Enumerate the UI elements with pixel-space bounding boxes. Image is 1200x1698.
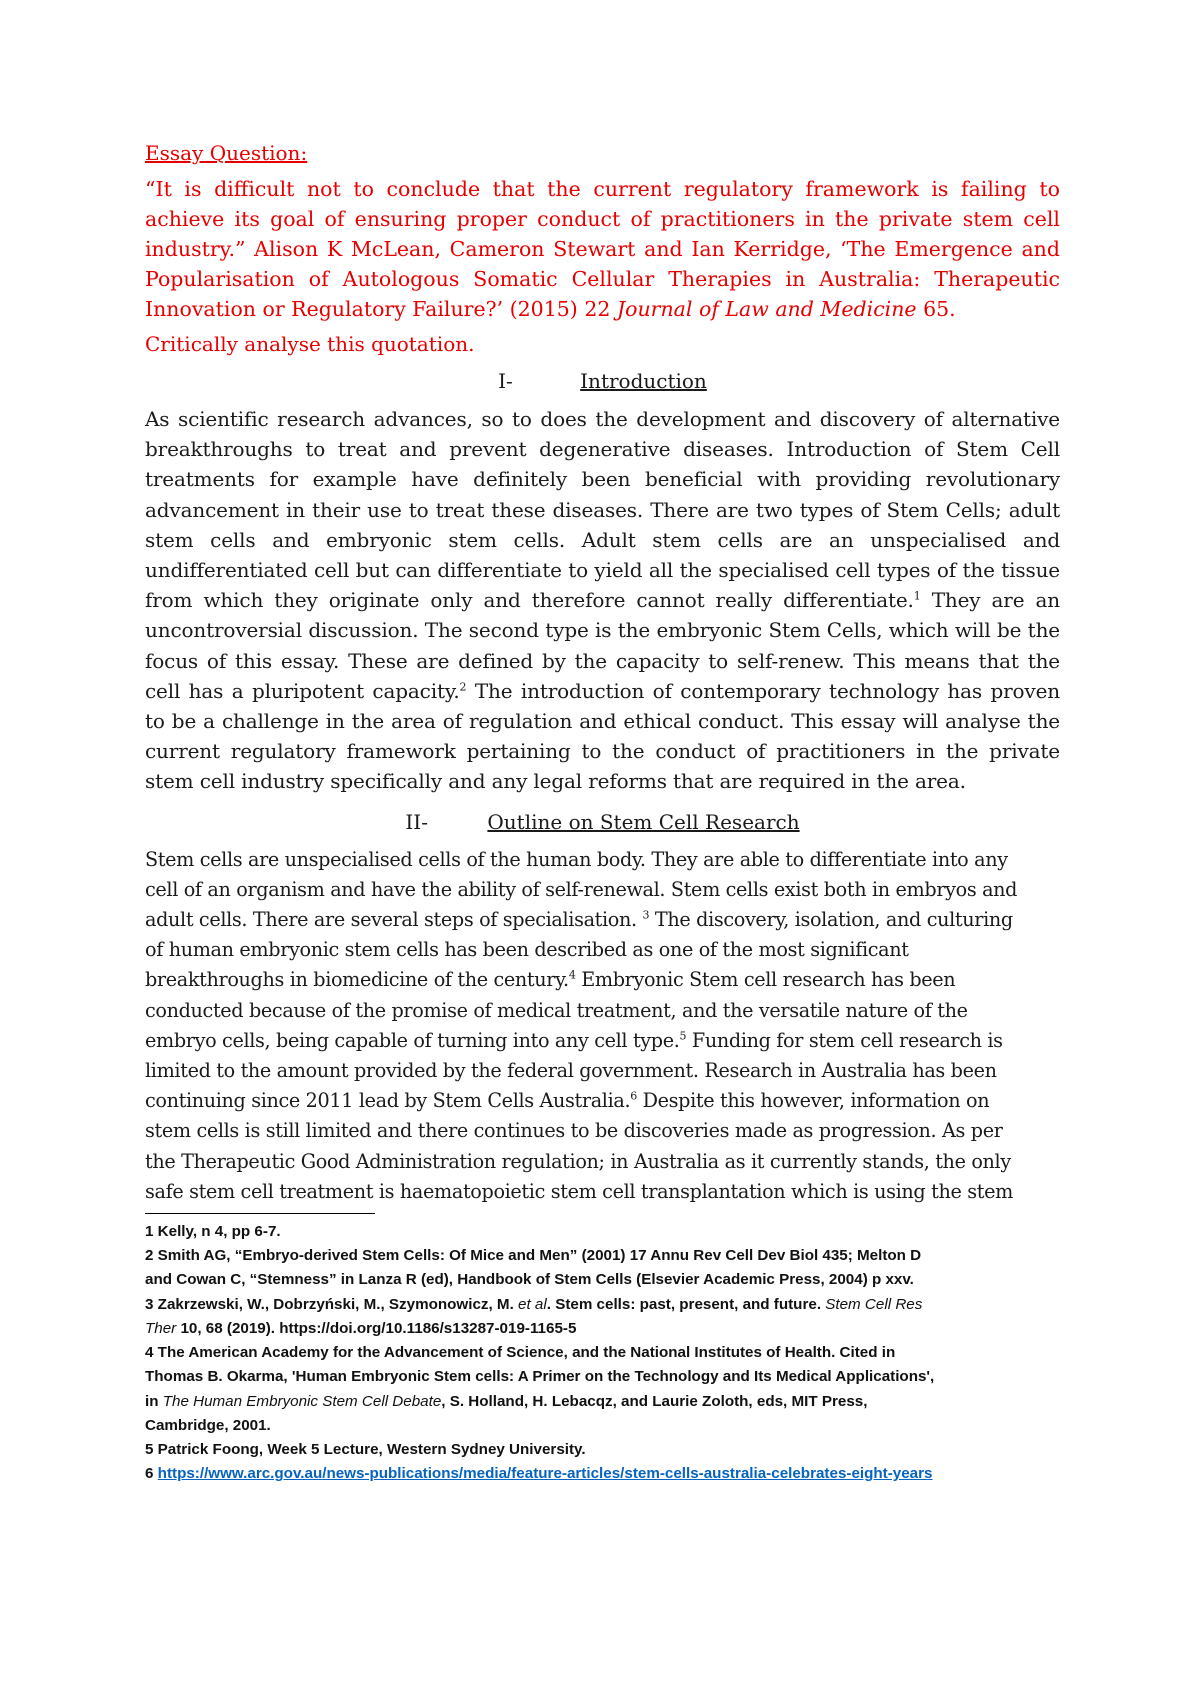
footnote-5: 5 Patrick Foong, Week 5 Lecture, Western Sydney University. bbox=[145, 1440, 586, 1458]
outline-paragraph: Stem cells are unspecialised cells of the human body. They are able to differentiate into any cell of an organism and have the ability of self-renewal. Stem cells exist both in embryos and adult cells. There are several steps of specialisation. $^3$ The discovery, isolation, and culturing of human embryonic stem cells has been described as one of the most significant breakthroughs in biomedicine of the century.$^4$ Embryonic Stem cell research has been conducted because of the promise of medical treatment, and the versatile nature of the embryo cells, being capable of turning into any cell type.$^5$ Funding for stem cell research is limited to the amount provided by the federal government. Research in Australia has been continuing since 2011 lead by Stem Cells Australia.$^6$ Despite this however, information on stem cells is still limited and there continues to be discoveries made as progression. As per the Therapeutic Good Administration regulation; in Australia as it currently stands, the only safe stem cell treatment is haematopoietic stem cell transplantation which is using the stem bbox=[145, 847, 1018, 1203]
document-page bbox=[145, 140, 1060, 1486]
footnote-ref[interactable]: 1 bbox=[913, 589, 921, 603]
footnote-4-cont: in The Human Embryonic Stem Cell Debate, S. Holland, H. Lebacqz, and Laurie Zoloth, eds, MIT Press, bbox=[145, 1392, 868, 1410]
footnote-4: 4 The American Academy for the Advancement of Science, and the National Institutes of Health. Cited in bbox=[145, 1344, 896, 1362]
footnote-1: 1 Kelly, n 4, pp 6-7. bbox=[145, 1223, 281, 1241]
section-title: Introduction bbox=[580, 369, 707, 393]
footnote-3: 3 Zakrzewski, W., Dobrzyński, M., Szymonowicz, M. et al. Stem cells: past, present, and future. Stem Cell Res bbox=[145, 1295, 923, 1313]
footnote-ref[interactable]: 5 bbox=[679, 1029, 687, 1043]
section-number: II- bbox=[405, 809, 428, 834]
footnote-ref[interactable]: 2 bbox=[459, 680, 467, 694]
footnote-4-cont: Thomas B. Okarma, 'Human Embryonic Stem cells: A Primer on the Technology and Its Medical Applications', bbox=[145, 1368, 935, 1386]
essay-quote: “It is difficult not to conclude that the current regulatory framework is failing to achieve its goal of ensuring proper conduct of practitioners in the private stem cell industry.” Alison K McLean, Cameron Stewart and Ian Kerridge, ‘The Emergence and Popularisation of Autologous Somatic Cellular Therapies in Australia: Therapeutic Innovation or Regulatory Failure?’ (2015) 22 Journal of Law and Medicine 65. bbox=[145, 177, 1060, 321]
footnote-6-link[interactable]: https://www.arc.gov.au/news-publications/media/feature-articles/stem-cells-australia-celebrates-eight-years bbox=[157, 1465, 933, 1483]
footnotes bbox=[145, 1220, 1060, 1486]
footnote-separator bbox=[145, 1213, 375, 1214]
footnote-ref[interactable]: 6 bbox=[630, 1089, 637, 1103]
footnote-ref[interactable]: 3 bbox=[642, 908, 650, 922]
footnote-6: 6 https://www.arc.gov.au/news-publications/media/feature-articles/stem-cells-australia-celebrates-eight-years bbox=[145, 1465, 933, 1483]
footnote-ref[interactable]: 4 bbox=[568, 969, 576, 983]
footnote-4-cont: Cambridge, 2001. bbox=[145, 1416, 271, 1434]
footnote-3-cont: Ther 10, 68 (2019). https://doi.org/10.1186/s13287-019-1165-5 bbox=[145, 1319, 577, 1337]
journal-title: Journal of Law and Medicine bbox=[616, 297, 917, 321]
section-heading-introduction bbox=[145, 366, 1060, 396]
essay-instruction: Critically analyse this quotation. bbox=[145, 332, 475, 356]
section-title: Outline on Stem Cell Research bbox=[487, 809, 800, 834]
footnote-2-cont: and Cowan C, “Stemness” in Lanza R (ed), Handbook of Stem Cells (Elsevier Academic Press, 2004) p xxv. bbox=[145, 1271, 914, 1289]
section-number: I- bbox=[498, 369, 513, 393]
section-heading-outline bbox=[145, 807, 1060, 837]
footnote-2: 2 Smith AG, “Embryo-derived Stem Cells: Of Mice and Men” (2001) 17 Annu Rev Cell Dev Biol 435; Melton D bbox=[145, 1247, 922, 1265]
introduction-paragraph: As scientific research advances, so to does the development and discovery of alternative breakthroughs to treat and prevent degenerative diseases. Introduction of Stem Cell treatments for example have definitely been beneficial with providing revolutionary advancement in their use to treat these diseases. There are two types of Stem Cells; adult stem cells and embryonic stem cells. Adult stem cells are an unspecialised and undifferentiated cell but can differentiate to yield all the specialised cell types of the tissue from which they originate only and therefore cannot really differentiate.$^1$ They are an uncontroversial discussion. The second type is the embryonic Stem Cells, which will be the focus of this essay. These are defined by the capacity to self-renew. This means that the cell has a pluripotent capacity.$^2$ The introduction of contemporary technology has proven to be a challenge in the area of regulation and ethical conduct. This essay will analyse the current regulatory framework pertaining to the conduct of practitioners in the private stem cell industry specifically and any legal reforms that are required in the area. bbox=[145, 407, 1060, 794]
essay-question-label: Essay Question: bbox=[145, 141, 308, 165]
